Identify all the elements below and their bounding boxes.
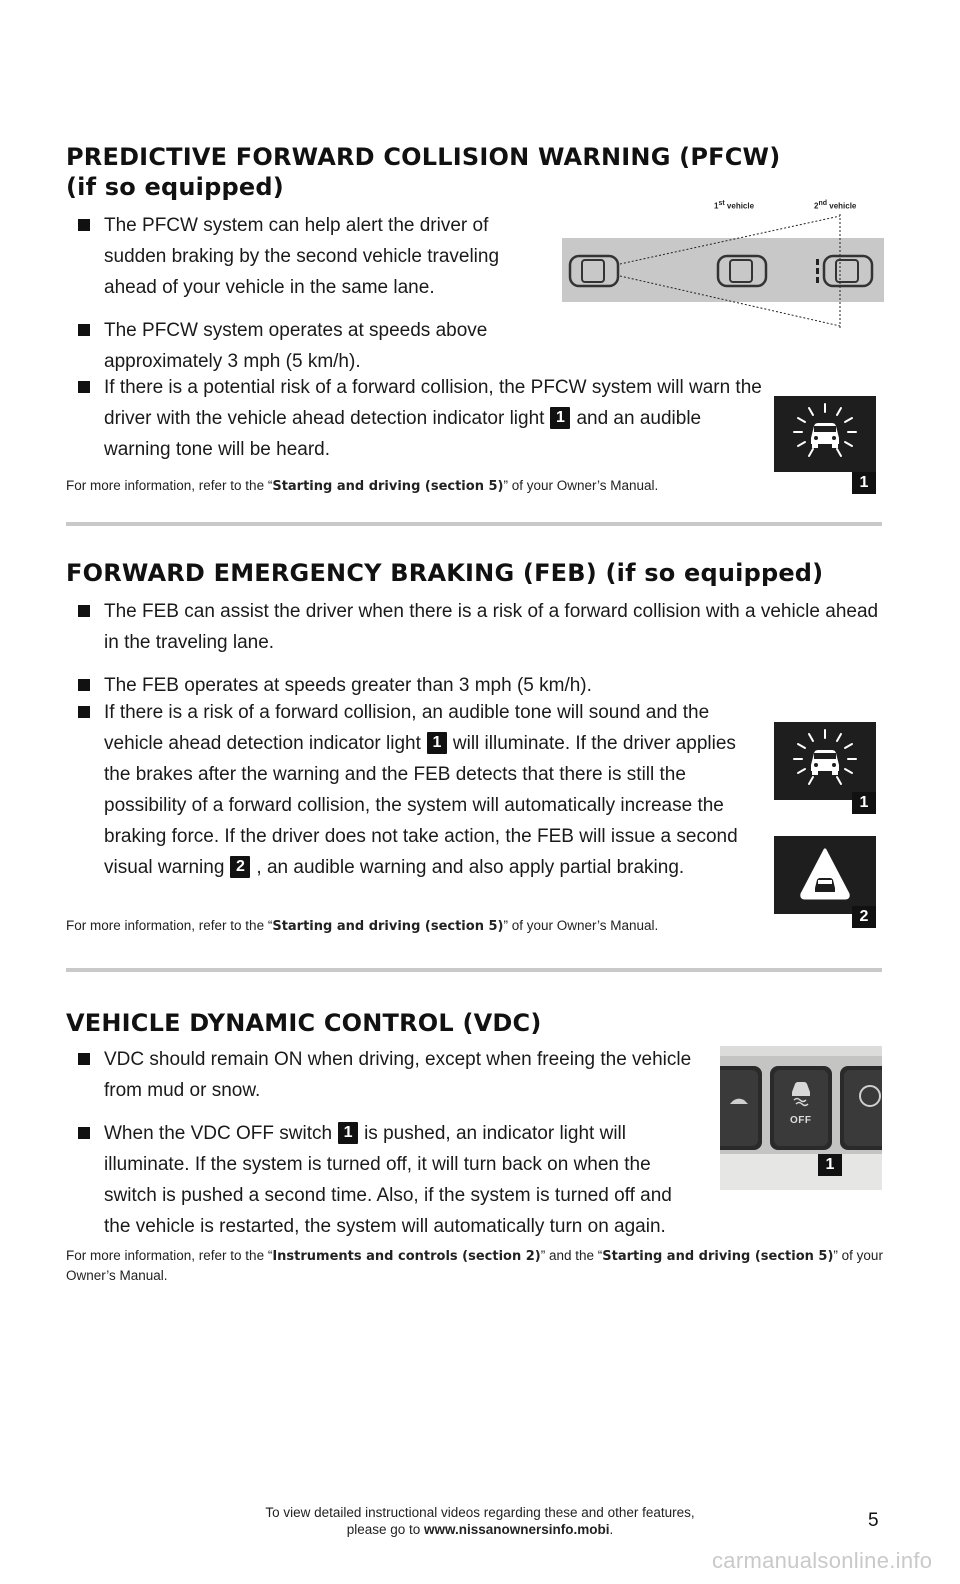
callout-badge: 1 — [338, 1122, 358, 1144]
second-vehicle-label: 2nd vehicle — [814, 200, 857, 211]
vdc-heading: VEHICLE DYNAMIC CONTROL (VDC) — [66, 1009, 542, 1037]
footer-url-link[interactable]: www.nissanownersinfo.mobi — [424, 1522, 610, 1537]
list-item: The PFCW system operates at speeds above approximately 3 mph (5 km/h). — [62, 315, 542, 377]
pfcw-heading — [66, 142, 806, 202]
feb-reference-note: For more information, refer to the “Starting and driving (section 5)” of your Owner’s Manual. — [66, 918, 659, 934]
pfcw-heading-line2: (if so equipped) — [66, 173, 284, 201]
callout-badge: 2 — [230, 856, 250, 878]
list-item: When the VDC OFF switch 1 is pushed, an indicator light will illuminate. If the system is turned off, it will turn back on when the switch is pushed a second time. Also, if the system is turned off and the vehicle is restarted, the system will automatically turn on again. — [62, 1118, 702, 1242]
callout-badge: 1 — [427, 732, 447, 754]
bullet-square-icon — [78, 605, 90, 617]
indicator-number-tab: 1 — [852, 472, 876, 494]
pfcw-bullet-list-bottom — [62, 372, 762, 477]
bullet-square-icon — [78, 1053, 90, 1065]
vehicle-ahead-warning-icon — [774, 396, 876, 472]
vehicle-ahead-indicator-panel — [774, 396, 876, 472]
road-lane-graphic — [562, 196, 884, 332]
indicator-number-tab: 1 — [852, 792, 876, 814]
feb-bullet-list-bottom — [62, 697, 762, 895]
collision-warning-triangle-icon — [774, 836, 876, 914]
pfcw-reference-note: For more information, refer to the “Starting and driving (section 5)” of your Owner’s Manual. — [66, 478, 659, 494]
bullet-square-icon — [78, 219, 90, 231]
feb-bullet-list-top — [62, 596, 882, 713]
bullet-square-icon — [78, 324, 90, 336]
pfcw-heading-line1: PREDICTIVE FORWARD COLLISION WARNING (PFCW) — [66, 143, 781, 171]
photo-number-tab: 1 — [818, 1154, 842, 1176]
vehicle-ahead-warning-icon — [774, 722, 876, 800]
list-item: The PFCW system can help alert the driver of sudden braking by the second vehicle traveling ahead of your vehicle in the same lane. — [62, 210, 542, 303]
vdc-off-label: OFF — [790, 1115, 812, 1126]
watermark: carmanualsonline.info — [712, 1548, 933, 1573]
bullet-square-icon — [78, 679, 90, 691]
first-vehicle-label: 1st vehicle — [714, 200, 755, 211]
section-divider — [66, 968, 882, 972]
section-divider — [66, 522, 882, 526]
bullet-square-icon — [78, 706, 90, 718]
pfcw-diagram — [562, 196, 884, 332]
list-item: The FEB can assist the driver when there is a risk of a forward collision with a vehicle ahead in the traveling lane. — [62, 596, 882, 658]
feb-heading: FORWARD EMERGENCY BRAKING (FEB) (if so equipped) — [66, 559, 824, 587]
bullet-square-icon — [78, 381, 90, 393]
pfcw-bullet-list-top — [62, 210, 542, 389]
callout-badge: 1 — [550, 407, 570, 429]
vdc-bullet-list-top — [62, 1044, 702, 1254]
footer-note — [190, 1504, 770, 1538]
feb-second-warning-indicator-panel — [774, 836, 876, 914]
list-item: If there is a potential risk of a forward collision, the PFCW system will warn the driver with the vehicle ahead detection indicator light 1 and an audible warning tone will be heard. — [62, 372, 762, 465]
vdc-reference-note: For more information, refer to the “Instruments and controls (section 2)” and the “Starting and driving (section 5)” of your Owner’s Manual. — [66, 1248, 883, 1283]
footer-line2: please go to www.nissanownersinfo.mobi. — [346, 1522, 614, 1537]
vdc-switch-photo — [720, 1046, 882, 1190]
list-item: VDC should remain ON when driving, except when freeing the vehicle from mud or snow. — [62, 1044, 702, 1106]
page-number: 5 — [868, 1510, 879, 1531]
list-item: If there is a risk of a forward collision, an audible tone will sound and the vehicle ahead detection indicator light 1 will illuminate. If the driver applies the brakes after the warning and the FEB detects that there is still the possibility of a forward collision, the system will automatically increase the braking force. If the driver does not take action, the FEB will issue a second visual warning 2 , an audible warning and also apply partial braking. — [62, 697, 762, 883]
list-item: The FEB operates at speeds greater than 3 mph (5 km/h). — [62, 670, 882, 701]
feb-vehicle-ahead-indicator-panel — [774, 722, 876, 800]
footer-line1: To view detailed instructional videos regarding these and other features, — [265, 1505, 695, 1520]
bullet-square-icon — [78, 1127, 90, 1139]
indicator-number-tab: 2 — [852, 906, 876, 928]
